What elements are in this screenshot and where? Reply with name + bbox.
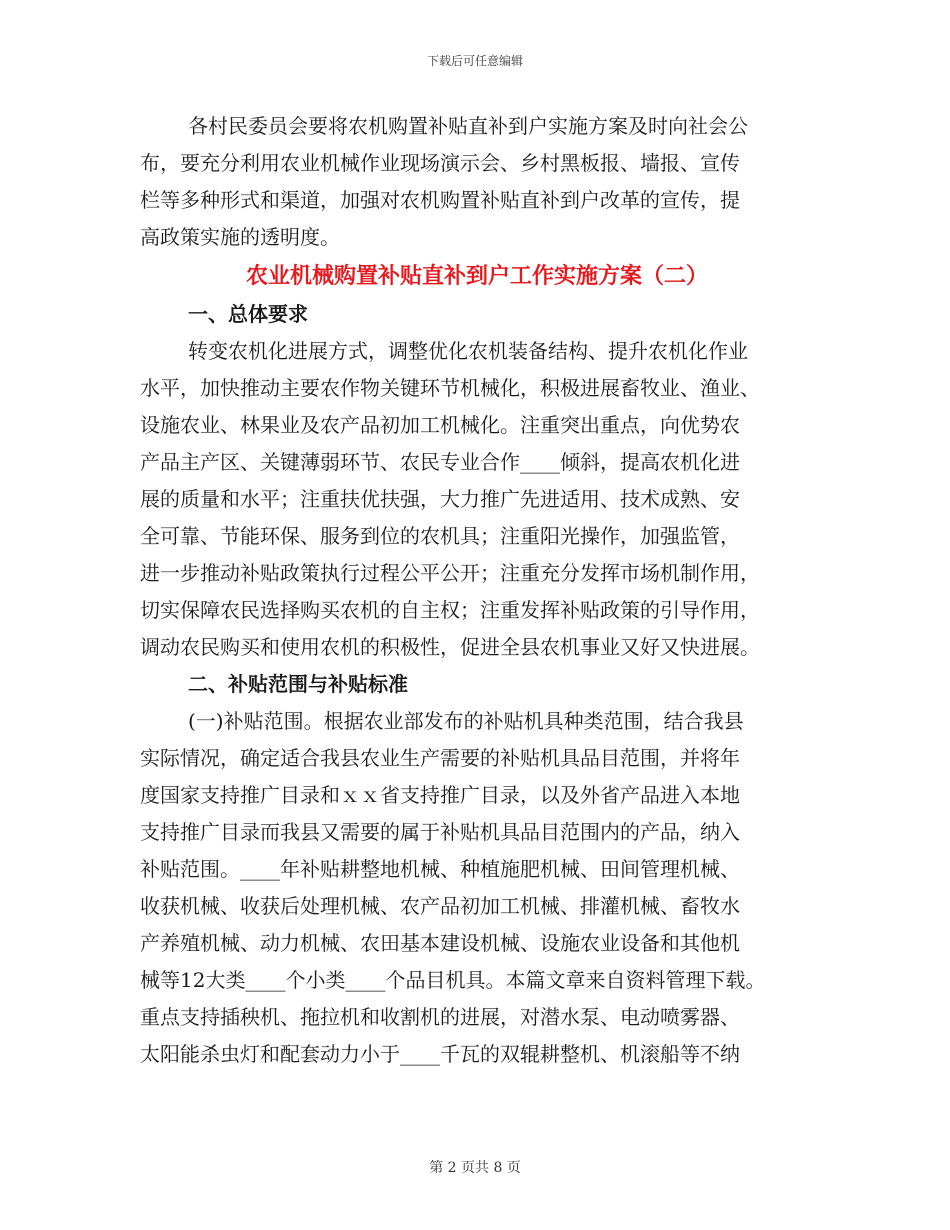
paragraph-line: 重点支持插秧机、拖拉机和收割机的进展，对潜水泵、电动喷雾器、 xyxy=(140,1005,740,1029)
paragraph-line: 械等12大类____个小类____个品目机具。本篇文章来自资料管理下载。 xyxy=(140,968,766,992)
paragraph-line: 进一步推动补贴政策执行过程公平公开；注重充分发挥市场机制作用， xyxy=(140,561,760,585)
paragraph-line: 收获机械、收获后处理机械、农产品初加工机械、排灌机械、畜牧水 xyxy=(140,894,740,918)
paragraph-line: 补贴范围。____年补贴耕整地机械、种植施肥机械、田间管理机械、 xyxy=(140,857,740,881)
paragraph-line: 转变农机化进展方式，调整优化农机装备结构、提升农机化作业 xyxy=(188,339,748,363)
paragraph-line: 实际情况，确定适合我县农业生产需要的补贴机具品目范围，并将年 xyxy=(140,746,740,770)
section-heading-2: 二、补贴范围与补贴标准 xyxy=(188,672,408,696)
paragraph-line: 设施农业、林果业及农产品初加工机械化。注重突出重点，向优势农 xyxy=(140,413,740,437)
paragraph-line: 产品主产区、关键薄弱环节、农民专业合作____倾斜，提高农机化进 xyxy=(140,450,740,474)
paragraph-line: 产养殖机械、动力机械、农田基本建设机械、设施农业设备和其他机 xyxy=(140,931,740,955)
document-title: 农业机械购置补贴直补到户工作实施方案（二） xyxy=(245,263,708,289)
paragraph-line: 度国家支持推广目录和ｘｘ省支持推广目录，以及外省产品进入本地 xyxy=(140,783,740,807)
section-heading-1: 一、总体要求 xyxy=(188,302,308,326)
paragraph-line: 展的质量和水平；注重扶优扶强，大力推广先进适用、技术成熟、安 xyxy=(140,487,740,511)
intro-line: 栏等多种形式和渠道，加强对农机购置补贴直补到户改革的宣传，提 xyxy=(140,188,740,212)
page-header: 下载后可任意编辑 xyxy=(426,54,523,68)
page-footer: 第 2 页共 8 页 xyxy=(429,1160,521,1176)
paragraph-line: 太阳能杀虫灯和配套动力小于____千瓦的双辊耕整机、机滚船等不纳 xyxy=(140,1042,740,1066)
document-body xyxy=(140,108,820,1073)
paragraph-line: (一)补贴范围。根据农业部发布的补贴机具种类范围，结合我县 xyxy=(188,709,744,733)
paragraph-line: 水平，加快推动主要农作物关键环节机械化，积极进展畜牧业、渔业、 xyxy=(140,376,760,400)
paragraph-line: 全可靠、节能环保、服务到位的农机具；注重阳光操作，加强监管， xyxy=(140,524,740,548)
intro-line: 布，要充分利用农业机械作业现场演示会、乡村黑板报、墙报、宣传 xyxy=(140,151,740,175)
paragraph-line: 支持推广目录而我县又需要的属于补贴机具品目范围内的产品，纳入 xyxy=(140,820,740,844)
paragraph-line: 切实保障农民选择购买农机的自主权；注重发挥补贴政策的引导作用， xyxy=(140,598,760,622)
paragraph-line: 调动农民购买和使用农机的积极性，促进全县农机事业又好又快进展。 xyxy=(140,635,760,659)
intro-line: 各村民委员会要将农机购置补贴直补到户实施方案及时向社会公 xyxy=(188,114,748,138)
intro-line: 高政策实施的透明度。 xyxy=(140,225,340,249)
